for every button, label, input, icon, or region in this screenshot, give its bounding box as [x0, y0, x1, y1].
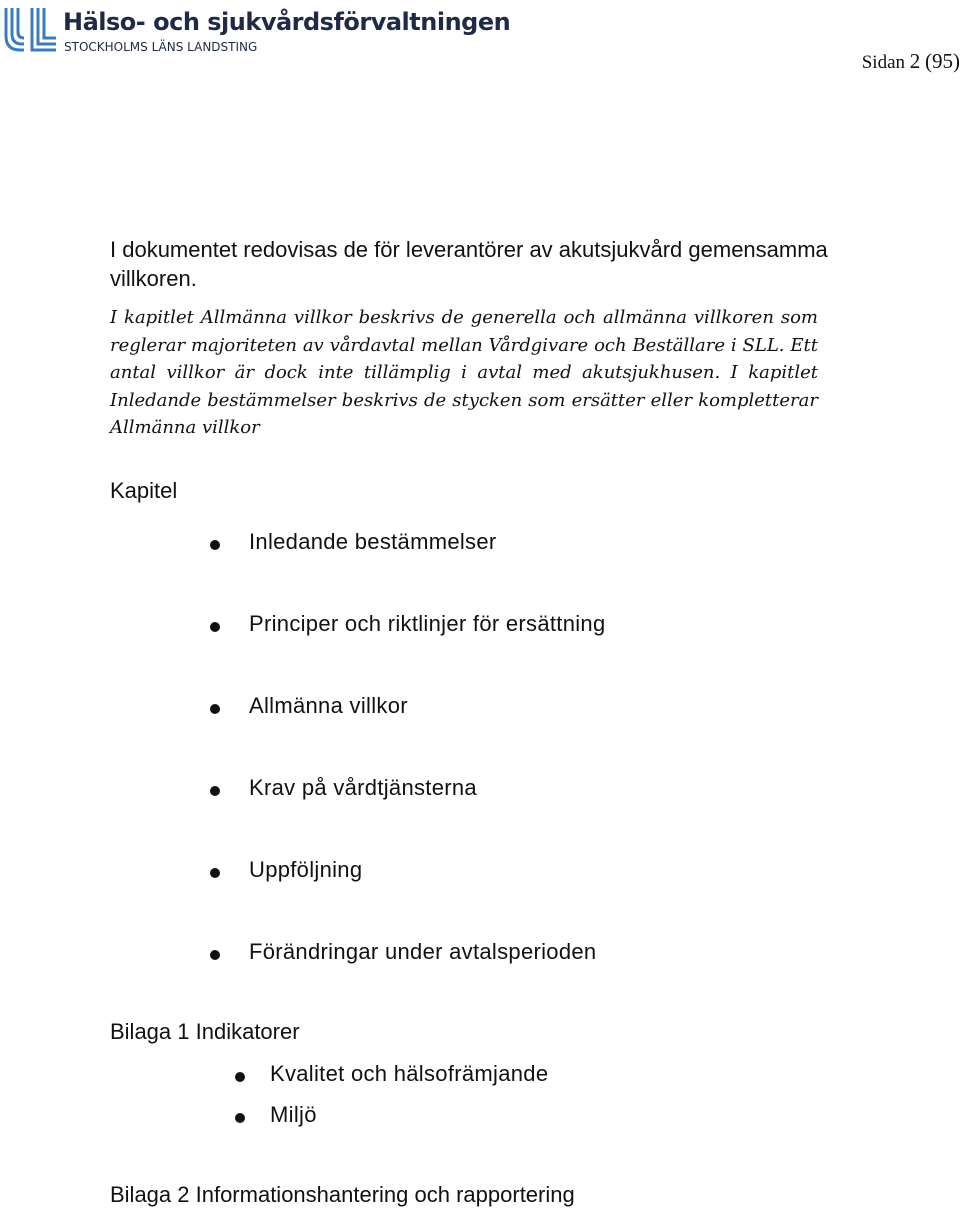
organization-subtitle: STOCKHOLMS LÄNS LANDSTING — [64, 40, 258, 54]
chapter-label: Inledande bestämmelser — [249, 529, 497, 554]
intro-paragraph: I dokumentet redovisas de för leverantörer av akutsjukvård gemensamma villkoren. — [110, 237, 828, 291]
appendix-1-title: Bilaga 1 Indikatorer — [110, 1019, 300, 1044]
bullet-icon — [210, 868, 220, 878]
appendix-item-label: Miljö — [270, 1102, 317, 1127]
chapter-label: Förändringar under avtalsperioden — [249, 939, 597, 964]
bullet-icon — [210, 622, 220, 632]
sll-logo-icon — [2, 6, 58, 54]
appendix-item-label: Kvalitet och hälsofrämjande — [270, 1061, 549, 1086]
page-total: (95) — [925, 49, 960, 73]
page-prefix: Sidan — [861, 52, 905, 73]
bullet-icon — [235, 1072, 245, 1082]
organization-logo — [0, 4, 520, 56]
chapter-label: Uppföljning — [249, 857, 363, 882]
bullet-icon — [210, 540, 220, 550]
bullet-icon — [210, 950, 220, 960]
bullet-icon — [235, 1113, 245, 1123]
chapter-label: Allmänna villkor — [249, 693, 408, 718]
chapter-label: Krav på vårdtjänsterna — [249, 775, 477, 800]
body-paragraph: I kapitlet Allmänna villkor beskrivs de generella och allmänna villkoren som reglerar majoriteten av vårdavtal mellan Vårdgivare och Beställare i SLL. Ett antal villkor är dock inte tillämplig i avtal med akutsjukhusen. I kapitlet Inledande bestämmelser beskrivs de stycken som ersätter eller kompletterar Allmänna villkor — [110, 307, 818, 438]
appendix-2-title: Bilaga 2 Informationshantering och rapportering — [110, 1182, 575, 1207]
organization-name: Hälso- och sjukvårdsförvaltningen — [63, 8, 511, 36]
chapter-label: Principer och riktlinjer för ersättning — [249, 611, 606, 636]
bullet-icon — [210, 786, 220, 796]
page-current: 2 — [909, 49, 921, 73]
page-number — [862, 49, 960, 74]
bullet-icon — [210, 704, 220, 714]
kapitel-heading: Kapitel — [110, 478, 178, 503]
